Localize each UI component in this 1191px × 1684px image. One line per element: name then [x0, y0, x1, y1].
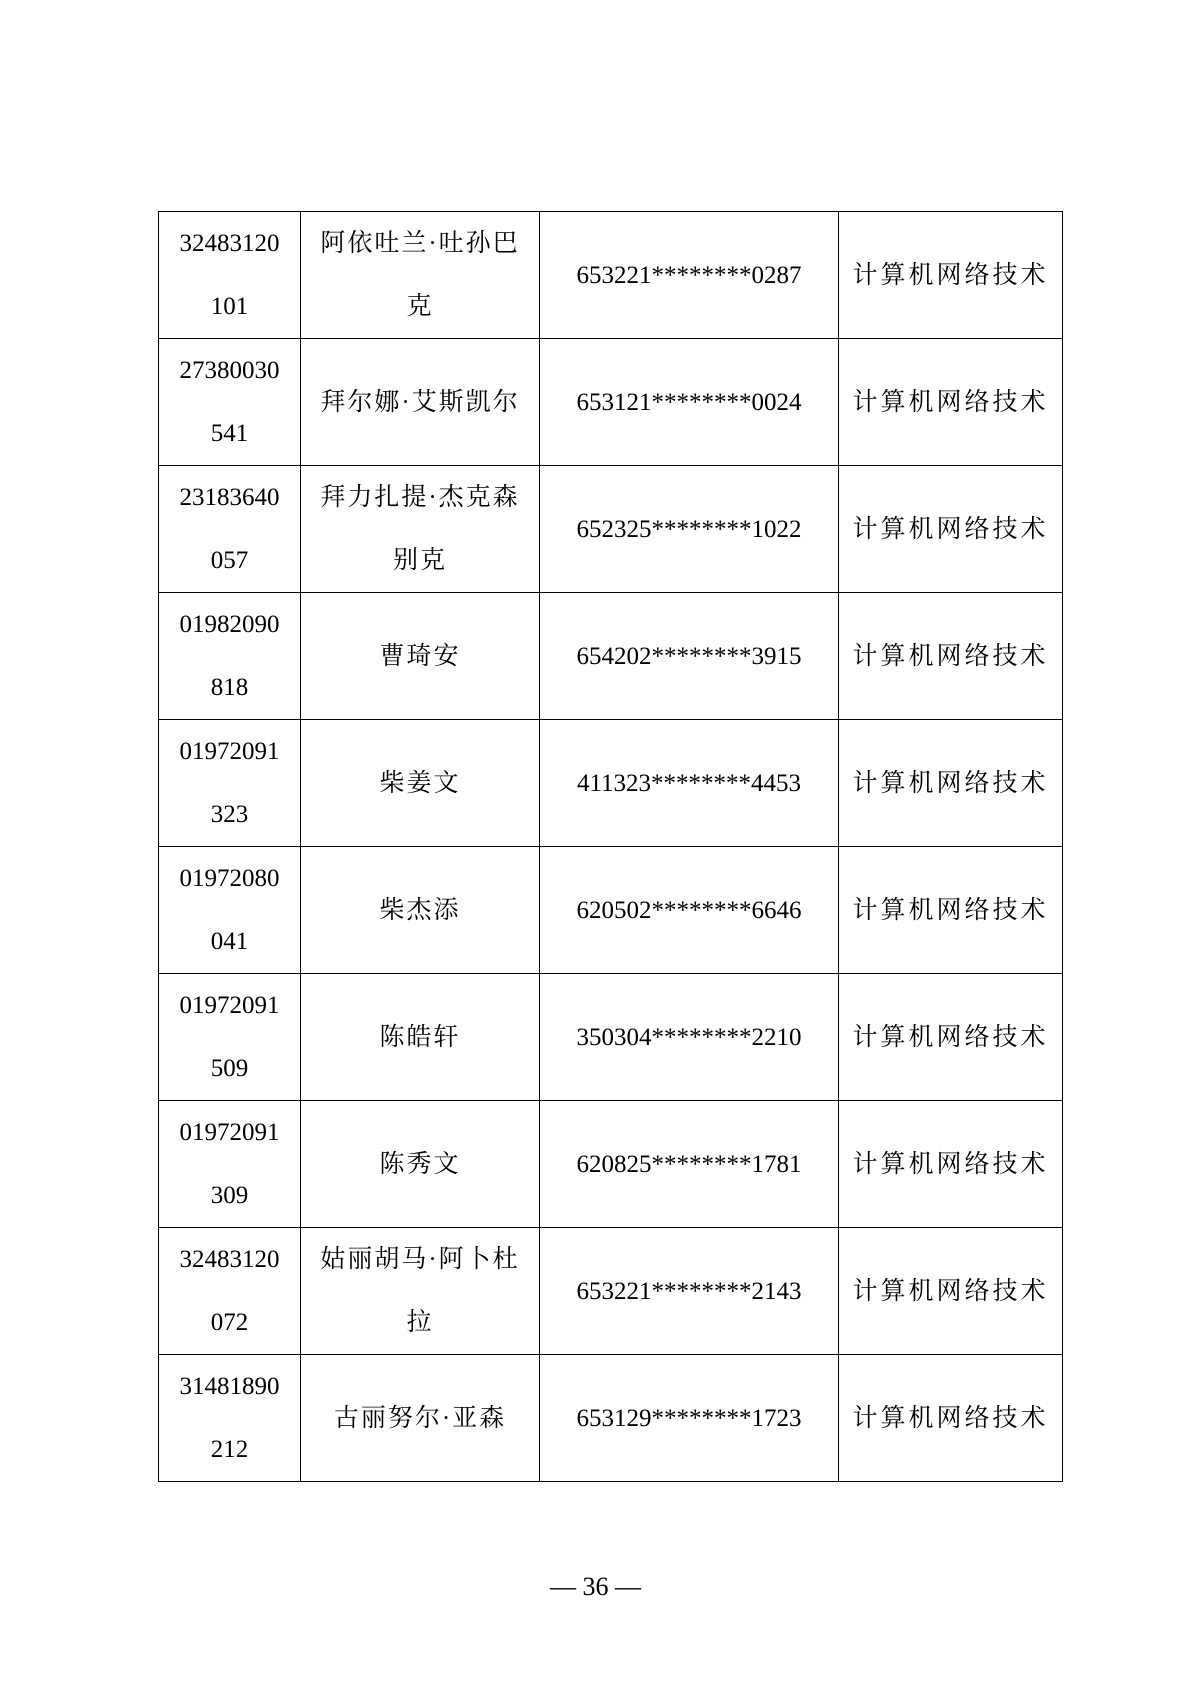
student-name-cell: 柴姜文 — [301, 720, 540, 847]
student-name-cell: 拜尔娜·艾斯凯尔 — [301, 339, 540, 466]
exam-number-cell — [159, 847, 301, 974]
exam-number-part2: 101 — [210, 293, 249, 320]
major-cell: 计算机网络技术 — [839, 466, 1063, 593]
major-cell: 计算机网络技术 — [839, 847, 1063, 974]
id-number-cell: 620502********6646 — [540, 847, 839, 974]
id-number-cell: 653221********2143 — [540, 1228, 839, 1355]
table-row — [159, 1101, 1063, 1228]
exam-number-part2: 212 — [210, 1436, 249, 1463]
table-row — [159, 974, 1063, 1101]
table-row — [159, 847, 1063, 974]
exam-number-cell — [159, 593, 301, 720]
student-name-cell: 曹琦安 — [301, 593, 540, 720]
exam-number-cell — [159, 1355, 301, 1482]
exam-number-part1: 01972091 — [179, 1119, 280, 1146]
exam-number-part1: 01982090 — [179, 611, 280, 638]
table-row — [159, 1355, 1063, 1482]
exam-number-part1: 23183640 — [179, 484, 280, 511]
exam-number-cell — [159, 1228, 301, 1355]
exam-number-cell — [159, 212, 301, 339]
roster-table — [158, 211, 1063, 1482]
exam-number-part2: 541 — [210, 420, 249, 447]
table-row — [159, 593, 1063, 720]
student-name-cell: 阿依吐兰·吐孙巴克 — [301, 212, 540, 339]
major-cell: 计算机网络技术 — [839, 974, 1063, 1101]
id-number-cell: 620825********1781 — [540, 1101, 839, 1228]
student-name-cell: 古丽努尔·亚森 — [301, 1355, 540, 1482]
major-cell: 计算机网络技术 — [839, 593, 1063, 720]
page-number: — 36 — — [550, 1572, 641, 1601]
exam-number-part1: 32483120 — [179, 230, 280, 257]
exam-number-part2: 323 — [210, 801, 249, 828]
exam-number-part2: 041 — [210, 928, 249, 955]
student-name-cell: 柴杰添 — [301, 847, 540, 974]
table-row — [159, 1228, 1063, 1355]
exam-number-part2: 057 — [210, 547, 249, 574]
table-row — [159, 466, 1063, 593]
major-cell: 计算机网络技术 — [839, 1101, 1063, 1228]
exam-number-cell — [159, 974, 301, 1101]
exam-number-cell — [159, 1101, 301, 1228]
exam-number-cell — [159, 466, 301, 593]
exam-number-part1: 32483120 — [179, 1246, 280, 1273]
exam-number-part2: 309 — [210, 1182, 249, 1209]
major-cell: 计算机网络技术 — [839, 212, 1063, 339]
exam-number-part1: 01972091 — [179, 738, 280, 765]
id-number-cell: 350304********2210 — [540, 974, 839, 1101]
major-cell: 计算机网络技术 — [839, 1228, 1063, 1355]
id-number-cell: 653121********0024 — [540, 339, 839, 466]
major-cell: 计算机网络技术 — [839, 720, 1063, 847]
student-name-cell: 陈皓轩 — [301, 974, 540, 1101]
student-name-cell: 姑丽胡马·阿卜杜拉 — [301, 1228, 540, 1355]
exam-number-cell — [159, 339, 301, 466]
exam-number-part1: 27380030 — [179, 357, 280, 384]
major-cell: 计算机网络技术 — [839, 339, 1063, 466]
exam-number-part1: 31481890 — [179, 1373, 280, 1400]
student-name-cell: 陈秀文 — [301, 1101, 540, 1228]
table-row — [159, 339, 1063, 466]
exam-number-part2: 818 — [210, 674, 249, 701]
major-cell: 计算机网络技术 — [839, 1355, 1063, 1482]
student-name-cell: 拜力扎提·杰克森别克 — [301, 466, 540, 593]
exam-number-part1: 01972091 — [179, 992, 280, 1019]
table-row — [159, 212, 1063, 339]
exam-number-part1: 01972080 — [179, 865, 280, 892]
id-number-cell: 652325********1022 — [540, 466, 839, 593]
exam-number-part2: 072 — [210, 1309, 249, 1336]
id-number-cell: 653221********0287 — [540, 212, 839, 339]
exam-number-cell — [159, 720, 301, 847]
id-number-cell: 653129********1723 — [540, 1355, 839, 1482]
table-row — [159, 720, 1063, 847]
id-number-cell: 411323********4453 — [540, 720, 839, 847]
id-number-cell: 654202********3915 — [540, 593, 839, 720]
exam-number-part2: 509 — [210, 1055, 249, 1082]
